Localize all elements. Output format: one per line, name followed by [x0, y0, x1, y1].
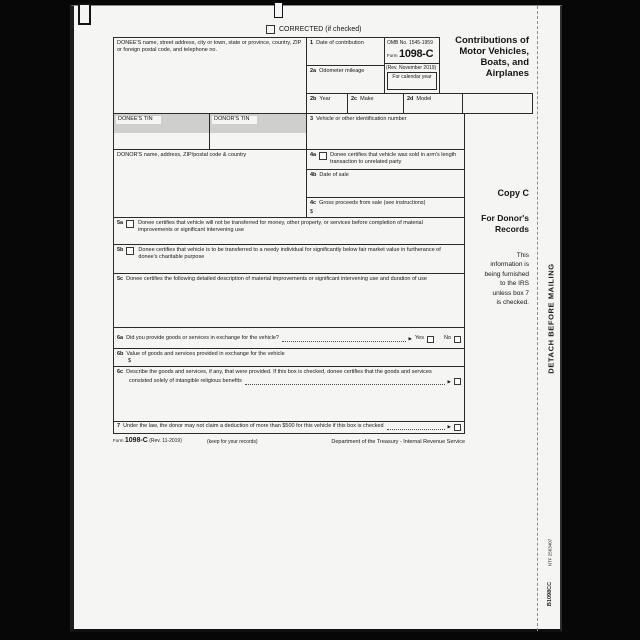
footer-form-id: [113, 437, 182, 444]
irs-note-line: This: [516, 252, 529, 259]
irs-note-line: information is: [490, 261, 529, 269]
box4b-label: Date of sale: [319, 172, 349, 178]
box5c-label: Donee certifies the following detailed description of material improvements or significant intervening use and duration of use: [126, 276, 427, 282]
footer-revision: (Rev. 11-2019): [149, 438, 182, 444]
box6a-label: Did you provide goods or services in exchange for the vehicle?: [126, 335, 279, 342]
stock-code-label: B1098CC: [547, 581, 553, 607]
detach-before-mailing-label: DETACH BEFORE MAILING: [546, 263, 556, 374]
box4a-checkbox[interactable]: [319, 152, 327, 160]
donee-info-label: DONEE'S name, street address, city or town, state or province, country, ZIP or foreign postal code, and telephone no.: [117, 40, 302, 54]
box6a-no-label: No: [443, 335, 451, 342]
corrected-row: [266, 25, 361, 34]
stock-ntf-number: NTF 2563407: [547, 538, 553, 567]
box4b-number: 4b: [310, 172, 317, 178]
box3-number: 3: [310, 116, 314, 122]
box5a-checkbox[interactable]: [126, 220, 134, 228]
calendar-year-box[interactable]: [387, 72, 437, 90]
for-donor-line: For Donor's: [481, 213, 529, 223]
box6a-cell[interactable]: [113, 327, 465, 349]
omb-block: [384, 37, 440, 94]
box4a-cell[interactable]: [306, 149, 465, 170]
box2b-label: Year: [319, 96, 331, 102]
box6a-leader: [282, 336, 406, 342]
box2b-cell[interactable]: [306, 93, 348, 114]
donor-tin-cell[interactable]: [209, 113, 307, 150]
box6c-line1: Describe the goods and services, if any, that were provided. If this box is checked, donee certifies that the goods and services: [126, 369, 432, 375]
box5c-cell[interactable]: [113, 273, 465, 328]
arrow-right-icon: ▶: [408, 336, 412, 342]
pinfeed-mark-center: [274, 2, 283, 18]
box5b-number: 5b: [117, 247, 124, 253]
box2c-label: Make: [360, 96, 374, 102]
form-revision: (Rev. November 2019): [385, 63, 439, 72]
donor-tin-label: DONOR'S TIN: [212, 116, 257, 124]
box6a-number: 6a: [117, 335, 124, 342]
box6a-no-checkbox[interactable]: [454, 336, 461, 343]
box5c-number: 5c: [117, 276, 124, 282]
box2d-cell[interactable]: [403, 93, 463, 114]
box2d-label: Model: [416, 96, 432, 102]
box6c-number: 6c: [117, 369, 124, 375]
box6b-label: Value of goods and services provided in exchange for the vehicle: [126, 351, 285, 357]
box2a-cell[interactable]: [306, 65, 385, 94]
arrow-right-icon: ▶: [447, 424, 451, 430]
box7-label: Under the law, the donor may not claim a deduction of more than $500 for this vehicle if this box is checked: [123, 423, 384, 430]
box5b-checkbox[interactable]: [126, 247, 134, 255]
corrected-checkbox[interactable]: [266, 25, 275, 34]
pinfeed-mark-left: [78, 3, 91, 25]
box2b-number: 2b: [310, 96, 317, 102]
corrected-label: CORRECTED (if checked): [279, 26, 362, 33]
omb-number: OMB No. 1545-1959: [387, 40, 433, 46]
form-title-line: Contributions of: [455, 35, 529, 46]
footer-department-label: Department of the Treasury - Internal Revenue Service: [331, 439, 465, 445]
irs-note-line: unless box 7: [492, 289, 529, 297]
footer-form-number: 1098-C: [124, 437, 148, 444]
box6c-leader: [245, 379, 445, 385]
box7-number: 7: [117, 423, 121, 430]
box1-cell[interactable]: [306, 37, 385, 66]
form-word: Form: [387, 53, 398, 58]
box2c-cell[interactable]: [347, 93, 404, 114]
for-donor-line: Records: [494, 223, 529, 234]
box3-label: Vehicle or other identification number: [316, 116, 407, 122]
box2c-number: 2c: [351, 96, 358, 102]
box4c-label: Gross proceeds from sale (see instructions): [319, 200, 426, 206]
box6b-number: 6b: [117, 351, 124, 357]
donee-tin-label: DONEE'S TIN: [116, 116, 161, 124]
form-page: [70, 5, 562, 632]
footer-form-word: Form: [113, 438, 124, 443]
box2d-number: 2d: [407, 96, 414, 102]
box2-extra-cell: [462, 93, 533, 114]
box5a-label: Donee certifies that vehicle will not be transferred for money, other property, or services before completion of material improvements or significant intervening use: [138, 220, 423, 234]
form-title-line: Motor Vehicles,: [459, 45, 529, 57]
box7-leader: [387, 424, 445, 430]
box2a-label: Odometer mileage: [319, 68, 365, 74]
form-title: [434, 36, 529, 80]
irs-note-line: is checked.: [496, 299, 529, 307]
box3-cell[interactable]: [306, 113, 465, 150]
for-donor-records-label: [434, 213, 529, 234]
box1-number: 1: [310, 40, 314, 46]
box6a-yes-checkbox[interactable]: [427, 336, 434, 343]
box6c-checkbox[interactable]: [454, 378, 461, 385]
donee-tin-cell[interactable]: [113, 113, 210, 150]
donee-info-cell[interactable]: [113, 37, 307, 114]
box4c-number: 4c: [310, 200, 317, 206]
form-title-line: Airplanes: [485, 67, 529, 79]
box4c-dollar-sign: $: [310, 208, 314, 215]
irs-note-line: being furnished: [484, 270, 529, 278]
box5a-cell[interactable]: [113, 217, 465, 245]
calendar-year-label: For calendar year: [392, 74, 432, 81]
perforation-line: [537, 6, 538, 631]
box7-cell[interactable]: [113, 421, 465, 434]
form-number: 1098-C: [399, 48, 434, 60]
donor-info-label: DONOR'S name, address, ZIP/postal code & country: [117, 152, 247, 158]
box5a-number: 5a: [117, 220, 124, 226]
box6c-line2: consisted solely of intangible religious benefits: [129, 378, 242, 385]
box6a-yes-label: Yes: [414, 335, 424, 342]
copy-c-label: Copy C: [497, 188, 529, 198]
box6b-cell[interactable]: [113, 348, 465, 367]
box5b-label: Donee certifies that vehicle is to be transferred to a needy individual for significantly below fair market value in furtherance of donee's charitable purpose: [138, 247, 441, 261]
box1-label: Date of contribution: [316, 40, 364, 46]
box6c-cell[interactable]: [113, 366, 465, 422]
footer-keep-label: (keep for your records): [207, 439, 258, 445]
box5b-cell[interactable]: [113, 244, 465, 274]
box4a-number: 4a: [310, 152, 317, 158]
box4a-label: Donee certifies that vehicle was sold in arm's length transaction to unrelated party: [330, 152, 457, 166]
irs-note: [449, 251, 529, 308]
form-title-line: Boats, and: [480, 56, 529, 68]
box6b-dollar-sign: $: [128, 357, 132, 364]
irs-note-line: to the IRS: [500, 280, 529, 288]
box2a-number: 2a: [310, 68, 317, 74]
arrow-right-icon: ▶: [447, 379, 451, 385]
donor-info-cell[interactable]: [113, 149, 307, 218]
box7-checkbox[interactable]: [454, 424, 461, 431]
